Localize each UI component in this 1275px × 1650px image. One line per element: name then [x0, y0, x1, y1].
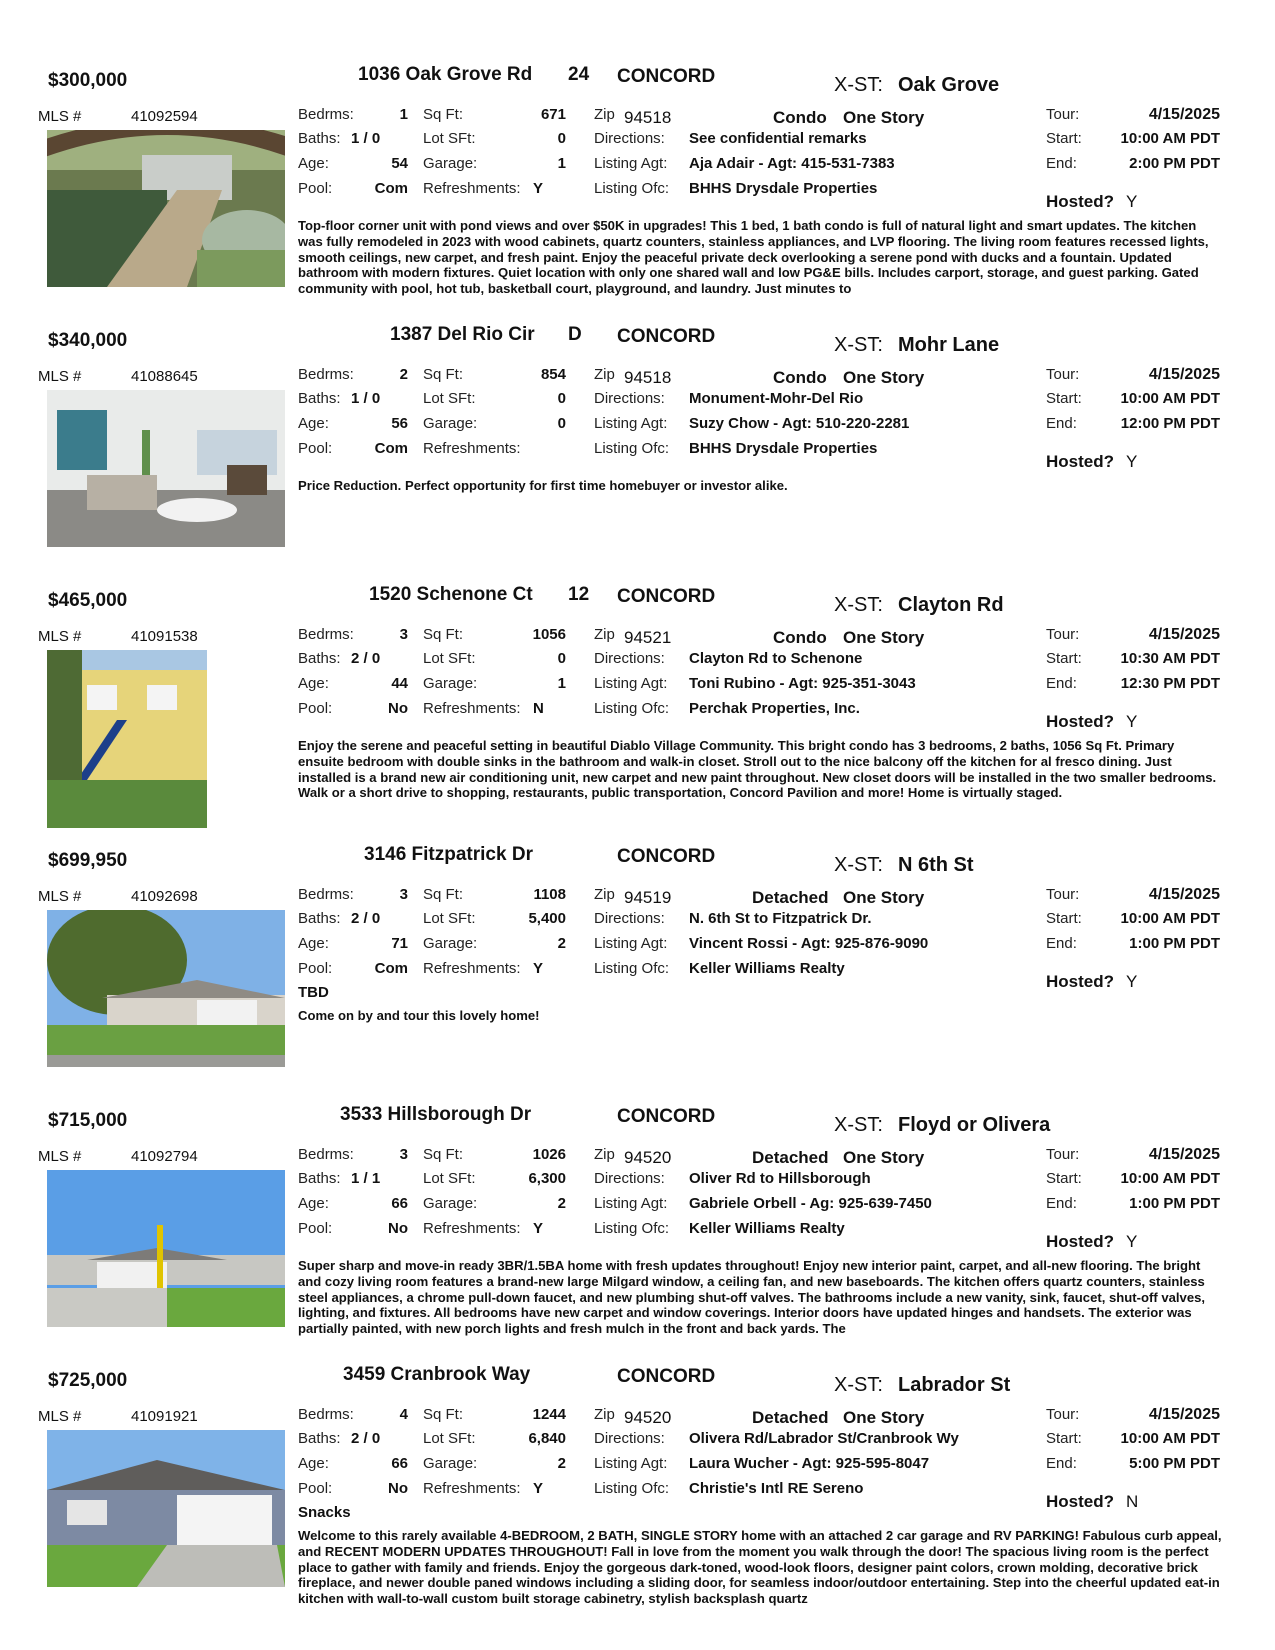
property-type: Detached — [752, 1408, 829, 1427]
listing-agent-value: Aja Adair - Agt: 415-531-7383 — [689, 155, 895, 172]
property-type: Condo — [773, 108, 827, 127]
property-type: Condo — [773, 628, 827, 647]
listing-price: $699,950 — [48, 850, 128, 871]
start-time: 10:00 AM PDT — [1120, 130, 1220, 147]
bedrms-label: Bedrms: — [298, 106, 354, 123]
hosted-value: Y — [1126, 972, 1138, 991]
photo-house-exterior — [47, 910, 285, 1067]
listing-city: CONCORD — [617, 846, 716, 867]
property-type: Detached — [752, 888, 829, 907]
age-label: Age: — [298, 935, 329, 952]
listing-remarks: Top-floor corner unit with pond views and over $50K in upgrades! This 1 bed, 1 bath condo is full of natural light and smart updates. The kitchen was fully remodeled in 2023 with wood cabinets, quartz counters, stainless appliances, and LVP flooring. The living room features recessed lights, smooth ceilings, new carpet, and fresh paint. Enjoy the peaceful private deck overlooking a serene pond with ducks and a fountain. Updated bathroom with modern fixtures. Quiet location with only one shared wall and low PG&E bills. Includes carport, storage, and guest parking. Gated community with pool, hot tub, basketball court, playground, and laundry. Just minutes to — [298, 218, 1209, 297]
zip-value: 94519 — [624, 888, 672, 907]
end-time: 1:00 PM PDT — [1129, 935, 1220, 952]
cross-street-label: X-ST: — [834, 74, 883, 96]
garage-label: Garage: — [423, 1455, 478, 1472]
lotsft-value: 6,840 — [528, 1430, 566, 1447]
baths-value: 2 / 0 — [351, 1430, 381, 1447]
pool-value: No — [388, 1220, 408, 1237]
bedrms-value: 3 — [399, 626, 408, 643]
property-stories: One Story — [843, 888, 925, 907]
pool-value: No — [388, 700, 408, 717]
garage-label: Garage: — [423, 935, 478, 952]
lotsft-value: 0 — [557, 130, 566, 147]
mls-number: 41092594 — [131, 108, 198, 125]
sqft-label: Sq Ft: — [423, 106, 464, 123]
end-label: End: — [1046, 675, 1077, 692]
hosted-label: Hosted? — [1046, 1232, 1114, 1251]
sqft-value: 1244 — [532, 1406, 566, 1423]
listing-office-value: Keller Williams Realty — [689, 1220, 845, 1237]
end-time: 5:00 PM PDT — [1129, 1455, 1220, 1472]
listing-unit: D — [568, 324, 582, 345]
mls-number: 41091921 — [131, 1408, 198, 1425]
zip-label: Zip — [594, 886, 615, 903]
directions-value: Clayton Rd to Schenone — [689, 650, 863, 667]
mls-label: MLS # — [38, 888, 82, 905]
start-time: 10:00 AM PDT — [1120, 1170, 1220, 1187]
tour-label: Tour: — [1046, 1146, 1080, 1163]
pool-value: Com — [374, 960, 408, 977]
baths-value: 2 / 0 — [351, 910, 381, 927]
tour-date: 4/15/2025 — [1148, 1406, 1220, 1423]
sqft-label: Sq Ft: — [423, 626, 464, 643]
bedrms-value: 4 — [399, 1406, 408, 1423]
property-type: Detached — [752, 1148, 829, 1167]
listing-unit: 24 — [568, 64, 590, 85]
tour-label: Tour: — [1046, 886, 1080, 903]
directions-value: Olivera Rd/Labrador St/Cranbrook Wy — [689, 1430, 959, 1447]
property-photo — [47, 650, 207, 828]
start-time: 10:00 AM PDT — [1120, 390, 1220, 407]
bedrms-label: Bedrms: — [298, 626, 354, 643]
sqft-value: 854 — [540, 366, 566, 383]
listing-address: 1387 Del Rio Cir — [390, 324, 535, 345]
listing-price: $725,000 — [48, 1370, 128, 1391]
photo-house-exterior — [47, 1430, 285, 1587]
zip-value: 94520 — [624, 1148, 672, 1167]
mls-number: 41088645 — [131, 368, 198, 385]
age-label: Age: — [298, 155, 329, 172]
sqft-label: Sq Ft: — [423, 366, 464, 383]
property-type: Condo — [773, 368, 827, 387]
pool-label: Pool: — [298, 1480, 333, 1497]
cross-street-value: Mohr Lane — [898, 334, 1000, 356]
listing-card — [0, 570, 1275, 828]
cross-street-label: X-ST: — [834, 594, 883, 616]
bedrms-value: 3 — [399, 1146, 408, 1163]
cross-street-label: X-ST: — [834, 1114, 883, 1136]
mls-number: 41092794 — [131, 1148, 198, 1165]
lotsft-label: Lot SFt: — [423, 1170, 476, 1187]
end-label: End: — [1046, 1195, 1077, 1212]
lotsft-label: Lot SFt: — [423, 1430, 476, 1447]
listing-price: $340,000 — [48, 330, 128, 351]
listing-agent-label: Listing Agt: — [594, 1195, 668, 1212]
refreshments-label: Refreshments: — [423, 440, 521, 457]
tour-date: 4/15/2025 — [1148, 106, 1220, 123]
photo-condo-exterior — [47, 650, 207, 828]
directions-value: See confidential remarks — [689, 130, 867, 147]
lotsft-value: 0 — [557, 390, 566, 407]
listing-agent-label: Listing Agt: — [594, 935, 668, 952]
garage-value: 1 — [557, 675, 566, 692]
listing-agent-label: Listing Agt: — [594, 415, 668, 432]
hosted-value: Y — [1126, 452, 1138, 471]
directions-label: Directions: — [594, 1430, 665, 1447]
property-stories: One Story — [843, 368, 925, 387]
end-label: End: — [1046, 1455, 1077, 1472]
refreshments-value: Y — [533, 1480, 544, 1497]
listing-address: 1036 Oak Grove Rd — [358, 64, 533, 85]
listing-office-value: BHHS Drysdale Properties — [689, 180, 878, 197]
tour-date: 4/15/2025 — [1148, 366, 1220, 383]
listing-city: CONCORD — [617, 1366, 716, 1387]
mls-label: MLS # — [38, 368, 82, 385]
refreshments-label: Refreshments: — [423, 960, 521, 977]
directions-label: Directions: — [594, 1170, 665, 1187]
garage-value: 1 — [557, 155, 566, 172]
refreshments-label: Refreshments: — [423, 1220, 521, 1237]
hosted-label: Hosted? — [1046, 712, 1114, 731]
tour-label: Tour: — [1046, 626, 1080, 643]
hosted-value: Y — [1126, 712, 1138, 731]
listing-office-label: Listing Ofc: — [594, 960, 670, 977]
refreshments-value: N — [533, 700, 544, 717]
extra-note: TBD — [298, 984, 329, 1001]
sqft-label: Sq Ft: — [423, 1146, 464, 1163]
zip-value: 94521 — [624, 628, 672, 647]
property-stories: One Story — [843, 1148, 925, 1167]
refreshments-value: Y — [533, 960, 544, 977]
start-time: 10:30 AM PDT — [1120, 650, 1220, 667]
listing-agent-value: Laura Wucher - Agt: 925-595-8047 — [689, 1455, 930, 1472]
bedrms-value: 3 — [399, 886, 408, 903]
listing-remarks: Welcome to this rarely available 4-BEDROOM, 2 BATH, SINGLE STORY home with an attached 2 car garage and RV PARKING! Fabulous curb appeal, and RECENT MODERN UPDATES THROUGHOUT! Fall in love from the moment you walk through the door! The spacious living room is the perfect place to gather with family and friends. Enjoy the gorgeous dark-toned, wood-look floors, designer paint colors, crown molding, decorative brick fireplace, and newer double paned windows including a sliding door, for seamless indoor/outdoor entertaining. Step into the cheerful updated eat-in kitchen with wall-to-wall custom built storage cabinetry, stylish backsplash quartz — [298, 1528, 1222, 1607]
listing-office-value: Keller Williams Realty — [689, 960, 845, 977]
baths-value: 1 / 1 — [351, 1170, 381, 1187]
cross-street-label: X-ST: — [834, 1374, 883, 1396]
lotsft-value: 6,300 — [528, 1170, 566, 1187]
listing-agent-value: Vincent Rossi - Agt: 925-876-9090 — [689, 935, 929, 952]
listing-city: CONCORD — [617, 1106, 716, 1127]
tour-label: Tour: — [1046, 1406, 1080, 1423]
end-label: End: — [1046, 935, 1077, 952]
directions-value: N. 6th St to Fitzpatrick Dr. — [689, 910, 872, 927]
listing-price: $715,000 — [48, 1110, 128, 1131]
age-label: Age: — [298, 415, 329, 432]
listing-city: CONCORD — [617, 66, 716, 87]
sqft-value: 1056 — [532, 626, 566, 643]
age-value: 44 — [391, 675, 408, 692]
directions-label: Directions: — [594, 910, 665, 927]
start-label: Start: — [1046, 390, 1082, 407]
pool-value: No — [388, 1480, 408, 1497]
lotsft-value: 0 — [557, 650, 566, 667]
listing-address: 3459 Cranbrook Way — [343, 1364, 531, 1385]
property-photo — [47, 1430, 285, 1587]
start-label: Start: — [1046, 910, 1082, 927]
listing-card — [0, 50, 1275, 308]
listing-remarks: Come on by and tour this lovely home! — [298, 1008, 540, 1023]
zip-label: Zip — [594, 366, 615, 383]
cross-street-value: Oak Grove — [898, 74, 1000, 96]
lotsft-label: Lot SFt: — [423, 910, 476, 927]
listing-price: $465,000 — [48, 590, 128, 611]
pool-label: Pool: — [298, 960, 333, 977]
directions-label: Directions: — [594, 390, 665, 407]
hosted-value: N — [1126, 1492, 1139, 1511]
start-label: Start: — [1046, 650, 1082, 667]
zip-label: Zip — [594, 1406, 615, 1423]
listing-office-label: Listing Ofc: — [594, 700, 670, 717]
lotsft-label: Lot SFt: — [423, 130, 476, 147]
tour-date: 4/15/2025 — [1148, 886, 1220, 903]
age-value: 54 — [391, 155, 408, 172]
garage-value: 2 — [557, 1455, 566, 1472]
mls-number: 41092698 — [131, 888, 198, 905]
lotsft-value: 5,400 — [528, 910, 566, 927]
tour-date: 4/15/2025 — [1148, 626, 1220, 643]
property-photo — [47, 130, 285, 287]
mls-label: MLS # — [38, 108, 82, 125]
pool-label: Pool: — [298, 700, 333, 717]
age-label: Age: — [298, 1195, 329, 1212]
listing-office-label: Listing Ofc: — [594, 1480, 670, 1497]
listing-office-label: Listing Ofc: — [594, 180, 670, 197]
refreshments-label: Refreshments: — [423, 700, 521, 717]
baths-label: Baths: — [298, 390, 341, 407]
garage-label: Garage: — [423, 155, 478, 172]
garage-value: 2 — [557, 1195, 566, 1212]
listing-address: 3533 Hillsborough Dr — [340, 1104, 532, 1125]
pool-label: Pool: — [298, 440, 333, 457]
property-photo — [47, 1170, 285, 1327]
pool-value: Com — [374, 440, 408, 457]
listing-agent-label: Listing Agt: — [594, 675, 668, 692]
cross-street-value: Clayton Rd — [898, 594, 1004, 616]
start-time: 10:00 AM PDT — [1120, 1430, 1220, 1447]
listing-city: CONCORD — [617, 586, 716, 607]
sqft-label: Sq Ft: — [423, 1406, 464, 1423]
directions-label: Directions: — [594, 130, 665, 147]
property-stories: One Story — [843, 628, 925, 647]
bedrms-label: Bedrms: — [298, 1406, 354, 1423]
refreshments-value: Y — [533, 180, 544, 197]
baths-value: 1 / 0 — [351, 130, 381, 147]
hosted-label: Hosted? — [1046, 192, 1114, 211]
directions-value: Oliver Rd to Hillsborough — [689, 1170, 871, 1187]
cross-street-value: Floyd or Olivera — [898, 1114, 1051, 1136]
garage-label: Garage: — [423, 1195, 478, 1212]
zip-value: 94518 — [624, 108, 672, 127]
sqft-value: 1108 — [533, 886, 566, 903]
start-label: Start: — [1046, 130, 1082, 147]
photo-house-exterior — [47, 1170, 285, 1327]
hosted-value: Y — [1126, 192, 1138, 211]
end-time: 2:00 PM PDT — [1129, 155, 1220, 172]
hosted-label: Hosted? — [1046, 1492, 1114, 1511]
listing-remarks: Super sharp and move-in ready 3BR/1.5BA home with fresh updates throughout! Enjoy new interior paint, carpet, and all-new flooring. The bright and cozy living room features a brand-new large Milgard window, a ceiling fan, and new baseboards. The kitchen offers quartz counters, stainless steel appliances, a chrome pull-down faucet, and new plumbing shut-off valves. The bathrooms include a new vanity, sink, faucet, shut-off valves, lighting, and fixtures. All bedrooms have new carpet and window coverings. Interior doors have updated hinges and handsets. The exterior was partially painted, with new porch lights and fresh mulch in the front and back yards. The — [298, 1258, 1206, 1337]
property-stories: One Story — [843, 1408, 925, 1427]
refreshments-value: Y — [533, 1220, 544, 1237]
tour-label: Tour: — [1046, 366, 1080, 383]
start-label: Start: — [1046, 1170, 1082, 1187]
photo-pond-garden — [47, 130, 285, 287]
listing-remarks: Price Reduction. Perfect opportunity for first time homebuyer or investor alike. — [298, 478, 788, 493]
sqft-value: 671 — [540, 106, 566, 123]
listing-address: 1520 Schenone Ct — [369, 584, 533, 605]
listing-city: CONCORD — [617, 326, 716, 347]
baths-label: Baths: — [298, 910, 341, 927]
bedrms-label: Bedrms: — [298, 1146, 354, 1163]
listing-agent-label: Listing Agt: — [594, 155, 668, 172]
lotsft-label: Lot SFt: — [423, 390, 476, 407]
zip-label: Zip — [594, 626, 615, 643]
sqft-label: Sq Ft: — [423, 886, 464, 903]
listing-office-value: BHHS Drysdale Properties — [689, 440, 878, 457]
bedrms-label: Bedrms: — [298, 366, 354, 383]
listing-office-value: Christie's Intl RE Sereno — [689, 1480, 864, 1497]
hosted-label: Hosted? — [1046, 452, 1114, 471]
bedrms-value: 1 — [399, 106, 408, 123]
listing-card — [0, 310, 1275, 568]
pool-value: Com — [374, 180, 408, 197]
baths-label: Baths: — [298, 1430, 341, 1447]
directions-label: Directions: — [594, 650, 665, 667]
hosted-label: Hosted? — [1046, 972, 1114, 991]
listing-address: 3146 Fitzpatrick Dr — [364, 844, 533, 865]
end-time: 1:00 PM PDT — [1129, 1195, 1220, 1212]
extra-note: Snacks — [298, 1504, 351, 1521]
age-value: 66 — [391, 1195, 408, 1212]
cross-street-value: Labrador St — [898, 1374, 1011, 1396]
pool-label: Pool: — [298, 1220, 333, 1237]
property-photo — [47, 910, 285, 1067]
end-time: 12:30 PM PDT — [1120, 675, 1220, 692]
end-label: End: — [1046, 155, 1077, 172]
garage-label: Garage: — [423, 675, 478, 692]
cross-street-label: X-ST: — [834, 334, 883, 356]
hosted-value: Y — [1126, 1232, 1138, 1251]
end-time: 12:00 PM PDT — [1120, 415, 1220, 432]
property-stories: One Story — [843, 108, 925, 127]
age-value: 56 — [391, 415, 408, 432]
tour-label: Tour: — [1046, 106, 1080, 123]
age-label: Age: — [298, 1455, 329, 1472]
garage-value: 0 — [557, 415, 566, 432]
end-label: End: — [1046, 415, 1077, 432]
zip-value: 94520 — [624, 1408, 672, 1427]
mls-label: MLS # — [38, 1408, 82, 1425]
age-label: Age: — [298, 675, 329, 692]
bedrms-label: Bedrms: — [298, 886, 354, 903]
garage-value: 2 — [557, 935, 566, 952]
mls-label: MLS # — [38, 1148, 82, 1165]
refreshments-label: Refreshments: — [423, 1480, 521, 1497]
pool-label: Pool: — [298, 180, 333, 197]
listing-agent-value: Gabriele Orbell - Ag: 925-639-7450 — [689, 1195, 932, 1212]
photo-living-room — [47, 390, 285, 547]
listing-agent-label: Listing Agt: — [594, 1455, 668, 1472]
bedrms-value: 2 — [399, 366, 408, 383]
baths-value: 1 / 0 — [351, 390, 381, 407]
baths-label: Baths: — [298, 650, 341, 667]
cross-street-value: N 6th St — [898, 854, 974, 876]
listing-card — [0, 830, 1275, 1088]
zip-label: Zip — [594, 106, 615, 123]
directions-value: Monument-Mohr-Del Rio — [689, 390, 864, 407]
zip-label: Zip — [594, 1146, 615, 1163]
listing-office-value: Perchak Properties, Inc. — [689, 700, 860, 717]
lotsft-label: Lot SFt: — [423, 650, 476, 667]
property-photo — [47, 390, 285, 547]
listing-remarks: Enjoy the serene and peaceful setting in beautiful Diablo Village Community. This bright condo has 3 bedrooms, 2 baths, 1056 Sq Ft. Primary ensuite bedroom with double sinks in the bathroom and walk-in closet. Stroll out to the nice balcony off the kitchen for al fresco dining. Just installed is a brand new air conditioning unit, new carpet and new paint throughout. New closet doors will be installed in the two smaller bedrooms. Walk or a short drive to shopping, restaurants, public transportation, Concord Pavilion and more! Home is virtually staged. — [298, 738, 1217, 801]
baths-label: Baths: — [298, 1170, 341, 1187]
refreshments-label: Refreshments: — [423, 180, 521, 197]
listing-office-label: Listing Ofc: — [594, 440, 670, 457]
listing-office-label: Listing Ofc: — [594, 1220, 670, 1237]
listing-agent-value: Suzy Chow - Agt: 510-220-2281 — [689, 415, 910, 432]
listing-price: $300,000 — [48, 70, 128, 91]
start-label: Start: — [1046, 1430, 1082, 1447]
mls-label: MLS # — [38, 628, 82, 645]
listing-unit: 12 — [568, 584, 590, 605]
cross-street-label: X-ST: — [834, 854, 883, 876]
listing-card — [0, 1350, 1275, 1620]
tour-date: 4/15/2025 — [1148, 1146, 1220, 1163]
age-value: 71 — [391, 935, 408, 952]
start-time: 10:00 AM PDT — [1120, 910, 1220, 927]
sqft-value: 1026 — [532, 1146, 566, 1163]
baths-value: 2 / 0 — [351, 650, 381, 667]
mls-number: 41091538 — [131, 628, 198, 645]
listing-card — [0, 1090, 1275, 1348]
zip-value: 94518 — [624, 368, 672, 387]
listing-agent-value: Toni Rubino - Agt: 925-351-3043 — [689, 675, 916, 692]
age-value: 66 — [391, 1455, 408, 1472]
baths-label: Baths: — [298, 130, 341, 147]
garage-label: Garage: — [423, 415, 478, 432]
